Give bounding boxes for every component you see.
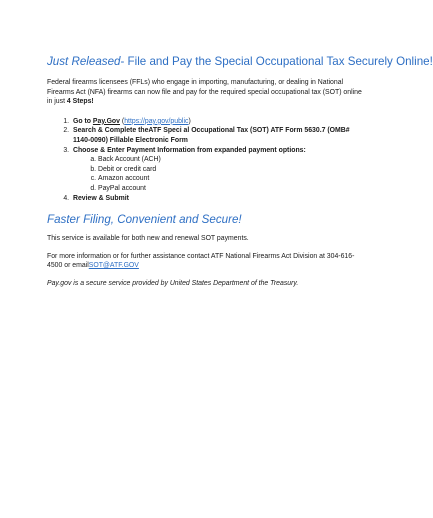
step-4: [71, 194, 365, 204]
payment-option-ach: a. Back Account (ACH): [98, 155, 365, 165]
intro-paragraph: [47, 78, 365, 107]
intro-text: Federal firearms licensees (FFLs) who engage in importing, manufacturing, or dealing in National Firearms Act (NFA) firearms can now file and pay for the required special occupational tax (SOT) online in just: [47, 79, 362, 106]
flyer-content: [47, 54, 433, 289]
step-1: [71, 117, 365, 127]
footer-note: Pay.gov is a secure service provided by United States Department of the Treasury.: [47, 279, 299, 287]
step-3-text: Choose & Enter Payment Information from expanded payment options:: [73, 146, 306, 154]
service-paragraph: This service is available for both new and renewal SOT payments.: [47, 235, 249, 243]
secondary-heading: [47, 212, 365, 227]
secondary-heading-wrap: [47, 212, 365, 227]
step-2: [71, 126, 365, 145]
step-4-text: Review & Submit: [73, 194, 129, 202]
main-heading-italic: Just Released: [47, 55, 121, 68]
payment-option-paypal: d. PayPal account: [98, 184, 365, 194]
main-heading: [47, 54, 433, 69]
paygov-link[interactable]: Pay.Gov: [92, 117, 120, 125]
step-2-text: Search & Complete theATF Speci al Occupational Tax (SOT) ATF Form 5630.7 (OMB# 1140-0090) Fillable Electronic Form: [73, 127, 350, 144]
contact-text: For more information or for further assistance contact ATF National Firearms Act Division at 304-616-4500 or email: [47, 252, 355, 270]
intro-bold: 4 Steps!: [66, 98, 94, 106]
step-3: [71, 146, 365, 194]
secondary-heading-text: Faster Filing, Convenient and Secure!: [47, 213, 242, 227]
payment-option-card: b. Debit or credit card: [98, 165, 365, 175]
steps-list: [47, 117, 365, 203]
email-link[interactable]: SOT@ATF.GOV: [88, 262, 139, 270]
payment-options-list: [73, 155, 365, 193]
step-1-paren-close: ): [188, 117, 191, 125]
step-1-paren-open: (: [119, 117, 125, 125]
main-heading-rest: - File and Pay the Special Occupational Tax Securely Online!: [120, 55, 433, 68]
step-1-prefix: Go to: [73, 117, 93, 125]
contact-paragraph: [47, 252, 365, 271]
paygov-url-link[interactable]: https://pay.gov/public: [124, 117, 189, 125]
payment-option-amazon: c. Amazon account: [98, 174, 365, 184]
